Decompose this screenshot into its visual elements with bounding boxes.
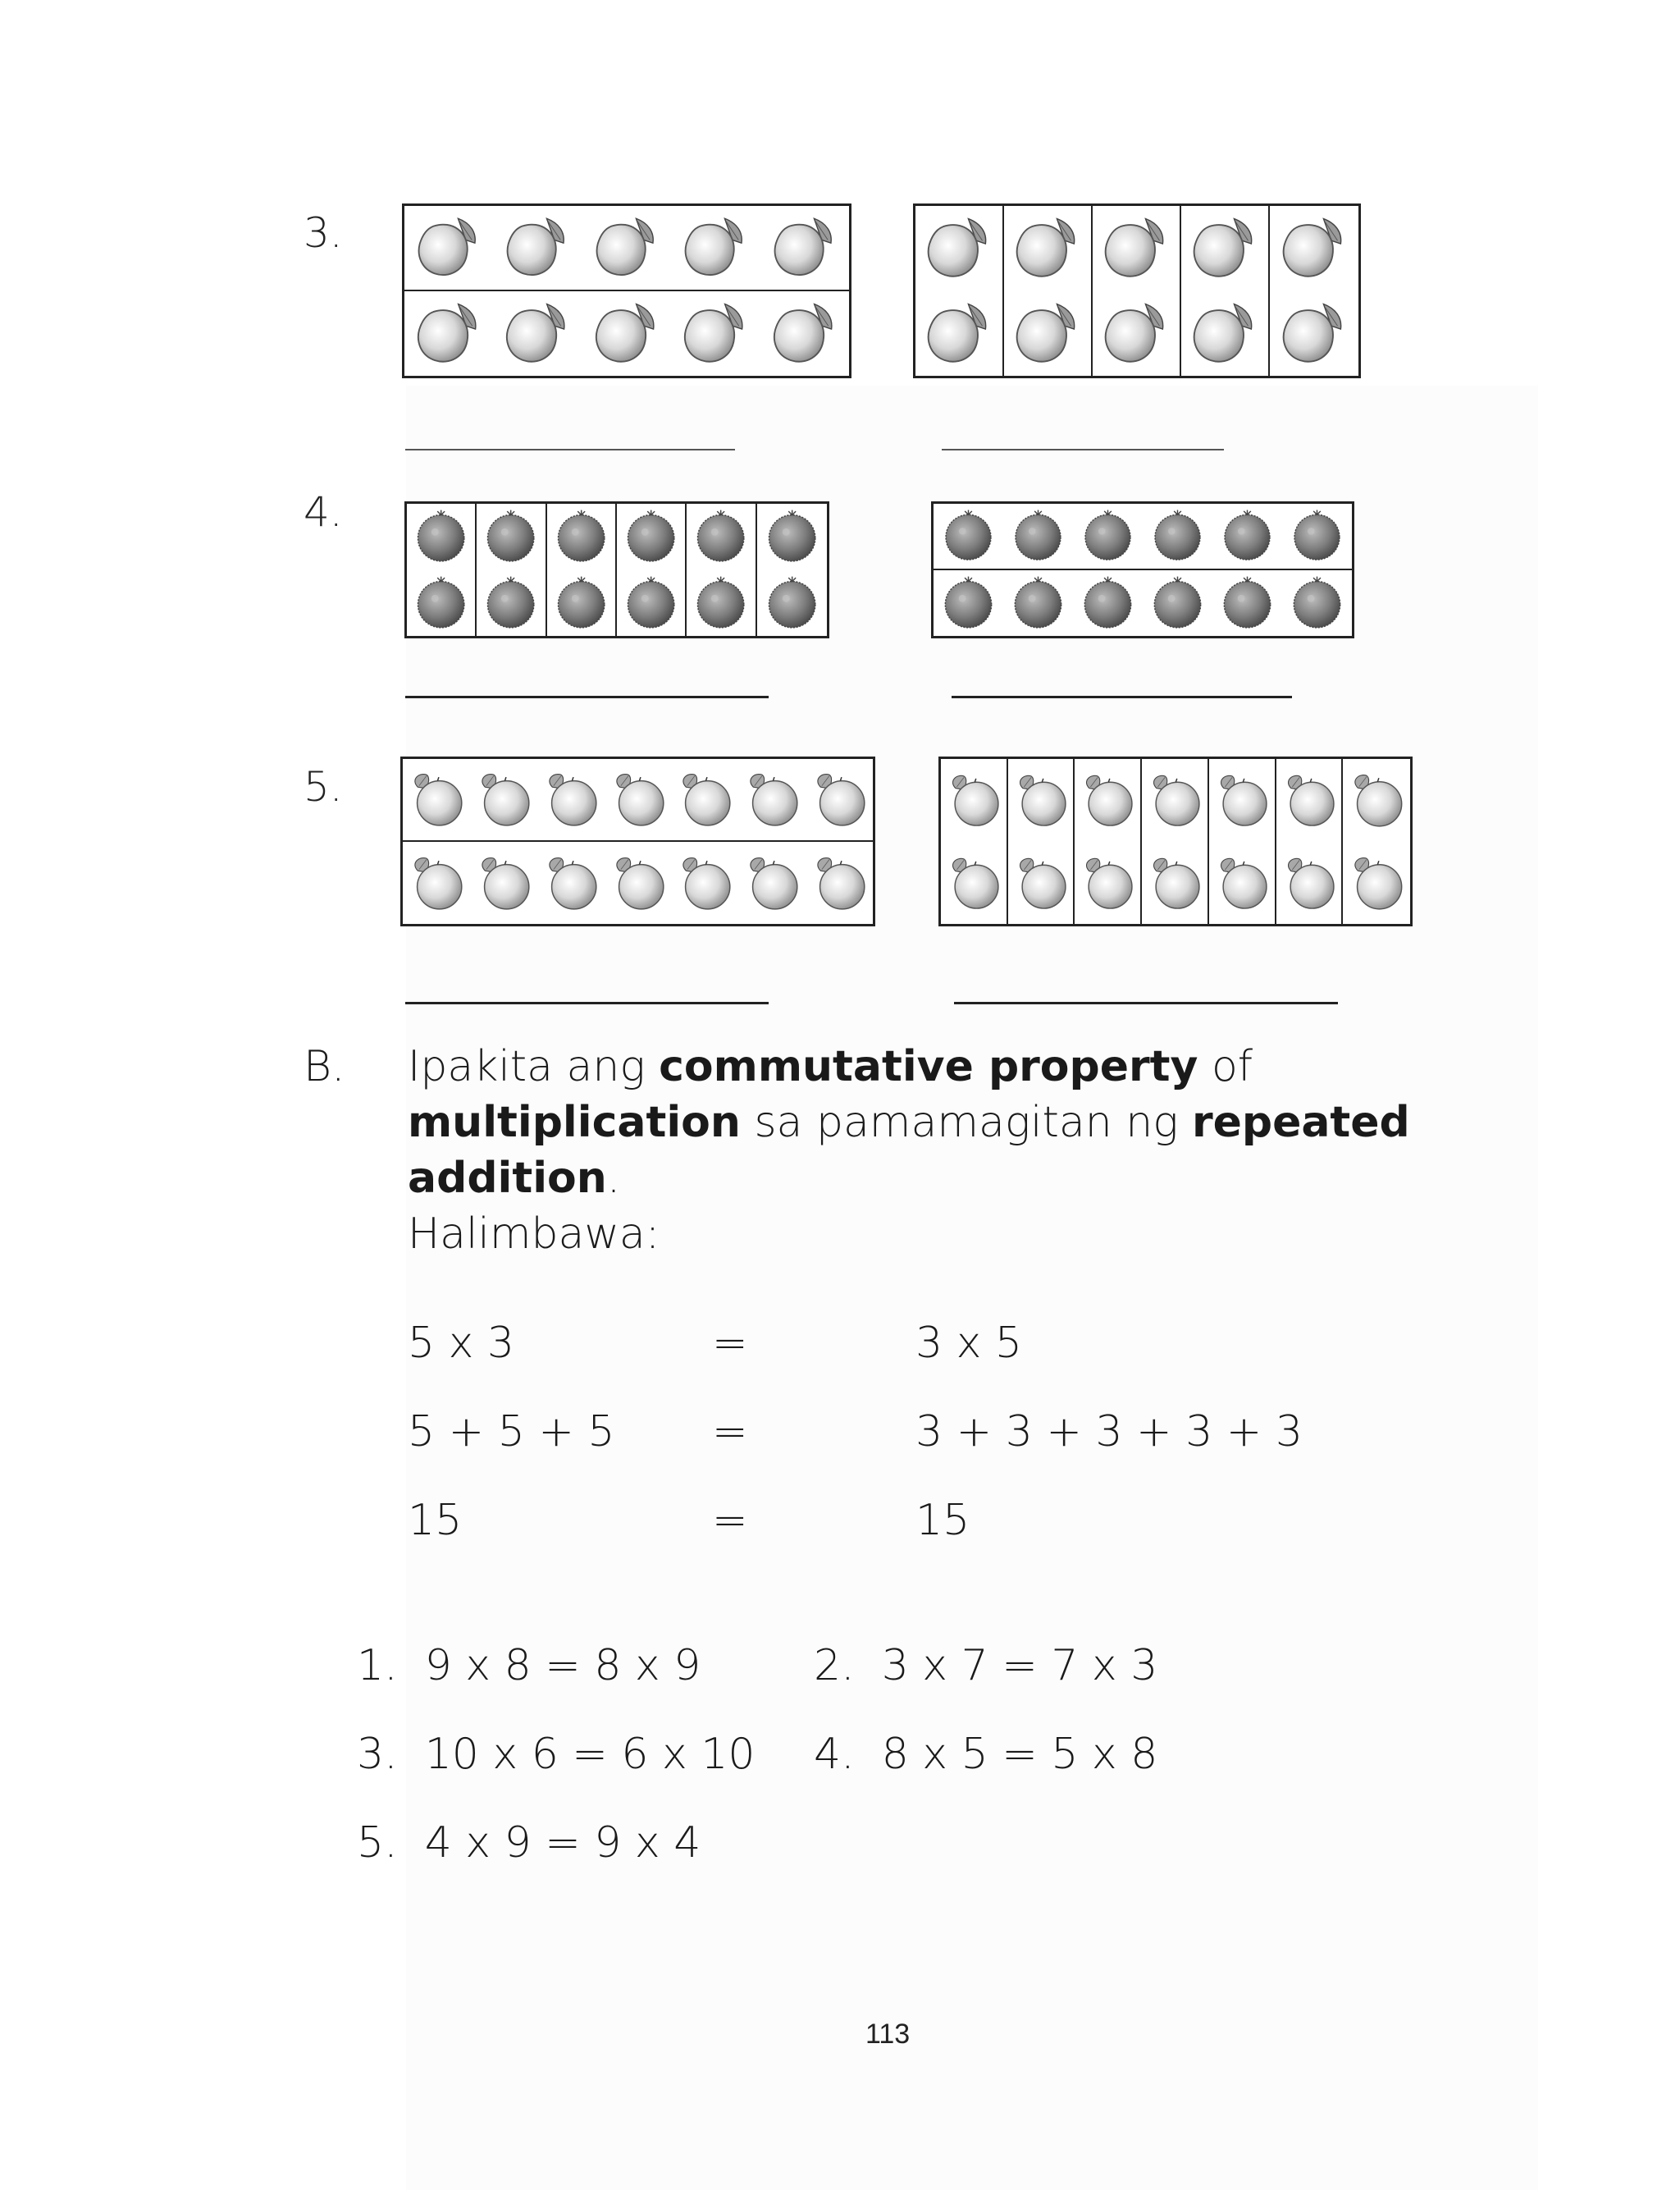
fruit-cell — [934, 504, 1003, 570]
fruit-cell — [1003, 504, 1073, 570]
fruit-cell — [582, 206, 671, 291]
rambutan-array-2-rows — [931, 501, 1354, 638]
fruit-cell — [1282, 570, 1352, 637]
rambutan-icon — [1143, 504, 1212, 569]
fruit-cell — [404, 291, 493, 377]
fruit-cell — [1212, 570, 1282, 637]
fruit-cell — [547, 570, 617, 637]
guava-icon — [403, 842, 470, 925]
answer-line[interactable] — [405, 696, 769, 698]
exercise-text: 4 x 9 = 9 x 4 — [424, 1818, 701, 1868]
exercise-number: 1. — [357, 1641, 398, 1690]
guava-icon — [1209, 842, 1275, 925]
fruit-cell — [470, 759, 537, 842]
guava-icon — [1008, 842, 1074, 925]
answer-line[interactable] — [405, 1002, 769, 1004]
item-number: 5. — [304, 763, 343, 811]
mango-icon — [1270, 291, 1358, 377]
fruit-cell — [404, 206, 493, 291]
fruit-cell — [1343, 759, 1410, 842]
mango-array-2-rows — [402, 203, 851, 378]
exercise-item — [814, 1641, 1157, 1690]
fruit-cell — [1143, 570, 1212, 637]
instruction-bold: addition — [408, 1154, 607, 1203]
mango-icon — [404, 206, 493, 290]
page-number: 113 — [865, 2019, 911, 2050]
fruit-cell — [1142, 759, 1209, 842]
rambutan-icon — [547, 504, 615, 570]
rambutan-icon — [1143, 570, 1212, 637]
rambutan-icon — [407, 504, 475, 570]
guava-icon — [1343, 759, 1410, 842]
item-number: 4. — [304, 488, 343, 536]
fruit-cell — [1073, 570, 1143, 637]
guava-array-2-rows — [400, 757, 875, 926]
guava-icon — [1343, 842, 1410, 925]
example-equals: = — [712, 1319, 748, 1368]
guava-icon — [605, 842, 672, 925]
fruit-cell — [671, 759, 738, 842]
fruit-cell — [687, 504, 756, 570]
guava-icon — [941, 759, 1007, 842]
guava-icon — [1008, 759, 1074, 842]
guava-icon — [470, 842, 537, 925]
guava-icon — [403, 759, 470, 840]
exercise-number: 5. — [357, 1818, 398, 1868]
fruit-cell — [477, 570, 546, 637]
guava-icon — [806, 759, 873, 840]
page-background — [406, 386, 1538, 2190]
fruit-cell — [1008, 842, 1075, 925]
fruit-cell — [403, 842, 470, 925]
fruit-cell — [941, 759, 1008, 842]
fruit-cell — [1270, 291, 1358, 377]
guava-icon — [671, 842, 738, 925]
rambutan-icon — [617, 570, 685, 637]
answer-line[interactable] — [942, 449, 1224, 450]
fruit-cell — [671, 206, 760, 291]
fruit-cell — [1276, 759, 1344, 842]
answer-line[interactable] — [405, 449, 735, 450]
fruit-cell — [582, 291, 671, 377]
fruit-cell — [407, 504, 477, 570]
item-number: 3. — [304, 209, 343, 257]
rambutan-icon — [477, 570, 545, 637]
fruit-cell — [687, 570, 756, 637]
fruit-cell — [403, 759, 470, 842]
exercise-number: 4. — [814, 1730, 855, 1779]
fruit-cell — [493, 291, 582, 377]
fruit-cell — [738, 759, 806, 842]
mango-icon — [1004, 291, 1091, 377]
mango-icon — [1093, 291, 1180, 377]
instruction-part: Ipakita ang — [408, 1042, 660, 1091]
example-equals: = — [712, 1496, 748, 1545]
exercise-text: 3 x 7 = 7 x 3 — [881, 1641, 1158, 1690]
guava-array-7-columns — [938, 757, 1413, 926]
rambutan-array-6-columns — [404, 501, 829, 638]
fruit-cell — [806, 759, 873, 842]
guava-icon — [1209, 759, 1275, 842]
example-label: Halimbawa: — [408, 1209, 660, 1259]
guava-icon — [1142, 842, 1208, 925]
instruction-bold: multiplication — [408, 1098, 741, 1147]
section-label: B. — [304, 1042, 345, 1091]
fruit-cell — [1209, 842, 1276, 925]
rambutan-icon — [477, 504, 545, 570]
fruit-cell — [760, 291, 849, 377]
instruction-part: . — [606, 1154, 621, 1203]
fruit-cell — [537, 842, 605, 925]
rambutan-icon — [687, 570, 755, 637]
exercise-number: 2. — [814, 1641, 855, 1690]
fruit-cell — [1073, 504, 1143, 570]
fruit-cell — [1212, 504, 1282, 570]
fruit-cell — [1142, 842, 1209, 925]
guava-icon — [470, 759, 537, 840]
rambutan-icon — [1282, 504, 1352, 569]
rambutan-icon — [757, 504, 827, 570]
example-left: 5 x 3 — [408, 1319, 514, 1368]
fruit-cell — [605, 842, 672, 925]
instruction-bold: commutative property — [659, 1042, 1198, 1091]
rambutan-icon — [934, 570, 1003, 637]
fruit-cell — [617, 570, 687, 637]
rambutan-icon — [617, 504, 685, 570]
fruit-cell — [1181, 291, 1270, 377]
guava-icon — [537, 842, 605, 925]
fruit-cell — [806, 842, 873, 925]
fruit-cell — [537, 759, 605, 842]
fruit-cell — [1209, 759, 1276, 842]
mango-icon — [1181, 206, 1268, 291]
rambutan-icon — [934, 504, 1003, 569]
mango-icon — [1270, 206, 1358, 291]
fruit-cell — [1181, 206, 1270, 291]
exercise-text: 10 x 6 = 6 x 10 — [424, 1730, 756, 1779]
exercise-number: 3. — [357, 1730, 398, 1779]
fruit-cell — [671, 842, 738, 925]
guava-icon — [1142, 759, 1208, 842]
exercise-text: 9 x 8 = 8 x 9 — [424, 1641, 701, 1690]
fruit-cell — [1004, 291, 1093, 377]
mango-icon — [760, 206, 849, 290]
answer-line[interactable] — [954, 1002, 1338, 1004]
rambutan-icon — [1003, 504, 1073, 569]
mango-icon — [671, 291, 760, 377]
mango-icon — [915, 206, 1002, 291]
mango-icon — [671, 206, 760, 290]
fruit-cell — [605, 759, 672, 842]
fruit-cell — [547, 504, 617, 570]
fruit-cell — [493, 206, 582, 291]
rambutan-icon — [1003, 570, 1073, 637]
fruit-cell — [617, 504, 687, 570]
mango-icon — [1181, 291, 1268, 377]
rambutan-icon — [1212, 570, 1282, 637]
fruit-cell — [1270, 206, 1358, 291]
example-right: 15 — [915, 1496, 970, 1545]
fruit-cell — [757, 504, 827, 570]
instruction-bold: repeated — [1191, 1098, 1410, 1147]
fruit-cell — [470, 842, 537, 925]
example-right: 3 + 3 + 3 + 3 + 3 — [915, 1407, 1303, 1456]
guava-icon — [537, 759, 605, 840]
fruit-cell — [1343, 842, 1410, 925]
mango-icon — [915, 291, 1002, 377]
fruit-cell — [1093, 291, 1181, 377]
fruit-cell — [477, 504, 546, 570]
fruit-cell — [1075, 759, 1142, 842]
fruit-cell — [1008, 759, 1075, 842]
fruit-cell — [1003, 570, 1073, 637]
rambutan-icon — [1282, 570, 1352, 637]
mango-array-5-columns — [913, 203, 1361, 378]
rambutan-icon — [547, 570, 615, 637]
example-equals: = — [712, 1407, 748, 1456]
fruit-cell — [915, 291, 1004, 377]
guava-icon — [806, 842, 873, 925]
example-right: 3 x 5 — [915, 1319, 1022, 1368]
rambutan-icon — [1073, 504, 1143, 569]
rambutan-icon — [687, 504, 755, 570]
exercise-item — [814, 1730, 1157, 1779]
fruit-cell — [1143, 504, 1212, 570]
instruction-part: of — [1198, 1042, 1253, 1091]
rambutan-icon — [757, 570, 827, 637]
guava-icon — [941, 842, 1007, 925]
fruit-cell — [757, 570, 827, 637]
fruit-cell — [1075, 842, 1142, 925]
mango-icon — [404, 291, 493, 377]
exercise-text: 8 x 5 = 5 x 8 — [881, 1730, 1158, 1779]
guava-icon — [671, 759, 738, 840]
guava-icon — [738, 842, 806, 925]
rambutan-icon — [1212, 504, 1282, 569]
fruit-cell — [1276, 842, 1344, 925]
exercise-item — [357, 1730, 755, 1779]
mango-icon — [1004, 206, 1091, 291]
instruction-text — [408, 1039, 1474, 1262]
mango-icon — [582, 206, 671, 290]
guava-icon — [1075, 759, 1140, 842]
answer-line[interactable] — [952, 696, 1292, 698]
fruit-cell — [934, 570, 1003, 637]
mango-icon — [493, 206, 582, 290]
exercise-item — [357, 1641, 701, 1690]
guava-icon — [1276, 842, 1342, 925]
exercise-item — [357, 1818, 701, 1868]
rambutan-icon — [1073, 570, 1143, 637]
fruit-cell — [738, 842, 806, 925]
mango-icon — [582, 291, 671, 377]
mango-icon — [760, 291, 849, 377]
fruit-cell — [1093, 206, 1181, 291]
example-left: 15 — [408, 1496, 463, 1545]
instruction-part: sa pamamagitan ng — [740, 1098, 1192, 1147]
fruit-cell — [760, 206, 849, 291]
guava-icon — [738, 759, 806, 840]
fruit-cell — [1282, 504, 1352, 570]
fruit-cell — [915, 206, 1004, 291]
fruit-cell — [941, 842, 1008, 925]
guava-icon — [1276, 759, 1342, 842]
rambutan-icon — [407, 570, 475, 637]
fruit-cell — [1004, 206, 1093, 291]
example-left: 5 + 5 + 5 — [408, 1407, 615, 1456]
fruit-cell — [407, 570, 477, 637]
guava-icon — [605, 759, 672, 840]
fruit-cell — [671, 291, 760, 377]
mango-icon — [1093, 206, 1180, 291]
mango-icon — [493, 291, 582, 377]
guava-icon — [1075, 842, 1140, 925]
